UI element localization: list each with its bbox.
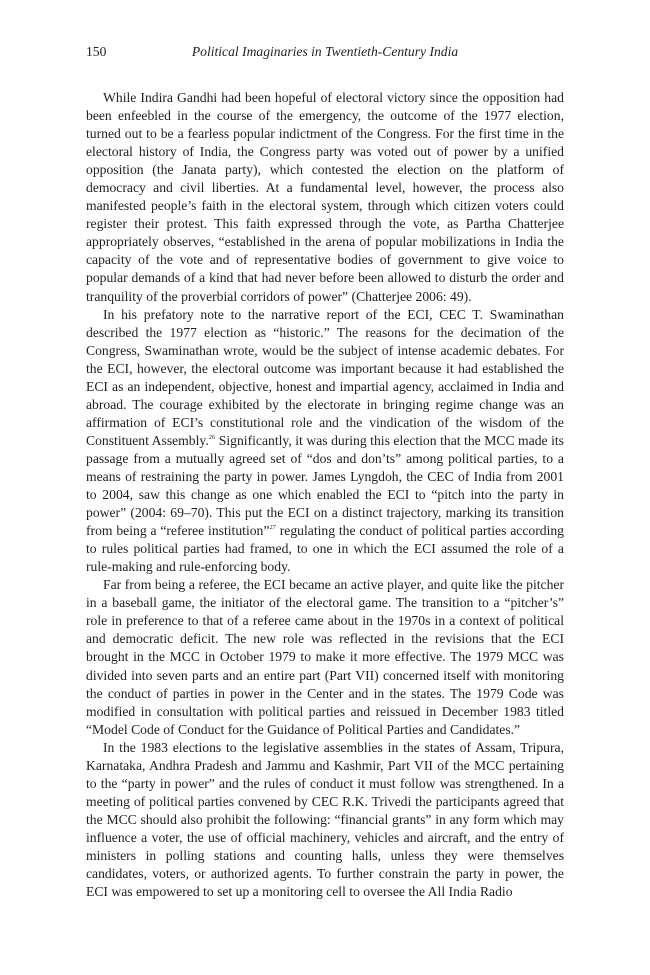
paragraph: Far from being a referee, the ECI became an active player, and quite like the pitcher in a baseball game, the initiator of the electoral game. The transition to a “pitcher’s” role in preference to that of a referee came about in the 1970s in a context of political and democratic deficit. The new role was reflected in the revisions that the ECI brought in the MCC in October 1979 to make it more effective. The 1979 MCC was divided into seven parts and an entire part (Part VII) concerned itself with monitoring the conduct of parties in power in the Center and in the states. The 1979 Code was modified in consultation with political parties and reissued in December 1983 titled “Model Code of Conduct for the Guidance of Political Parties and Candidates.” bbox=[86, 577, 564, 737]
paragraph-text: Significantly, it was during this election that the MCC made its passage from a mutually agreed set of “dos and don’ts” among political parties, to a means of restraining the party in power. James Lyngdoh, the CEC of India from 2001 to 2004, saw this change as one which enabled the ECI to “pitch into the party in power” (2004: 69–70). This put the ECI on a distinct trajectory, marking its transition from being a “referee institution” bbox=[86, 432, 564, 539]
paragraph-text: regulating the conduct of political parties according to rules political parties had framed, to one in which the ECI assumed the role of a rule-making and rule-enforcing body. bbox=[86, 523, 564, 575]
running-head bbox=[86, 42, 564, 62]
paragraph: While Indira Gandhi had been hopeful of electoral victory since the opposition had been enfeebled in the course of the emergency, the outcome of the 1977 election, turned out to be a fearless popular indictment of the Congress. For the first time in the electoral history of India, the Congress party was voted out of power by a unified opposition (the Janata party), which contested the election on the platform of democracy and civil liberties. At a fundamental level, however, the process also manifested people’s faith in the electoral system, through which citizen voters could register their protest. This faith expressed through the vote, as Partha Chatterjee appropriately observes, “established in the arena of popular mobilizations in India the capacity of the vote and of representative bodies of government to give voice to popular demands of a kind that had never before been allowed to disturb the order and tranquility of the proverbial corridors of power” (Chatterjee 2006: 49). bbox=[86, 90, 564, 304]
paragraph-text: In his prefatory note to the narrative report of the ECI, CEC T. Swaminathan described the 1977 election as “historic.” The reasons for the decimation of the Congress, Swaminathan wrote, would be the subject of intense academic debates. For the ECI, however, the electoral outcome was important because it had established the ECI as an independent, objective, honest and impartial agency, acclaimed in India and abroad. The courage exhibited by the electorate in bringing regime change was an affirmation of ECI’s constitutional role and the vindication of the wisdom of the Constituent Assembly. bbox=[86, 306, 564, 448]
running-title: Political Imaginaries in Twentieth-Century India bbox=[191, 44, 459, 59]
body-text bbox=[86, 89, 564, 901]
footnote-marker: 26 bbox=[208, 433, 216, 441]
footnote-marker: 27 bbox=[269, 524, 276, 532]
paragraph: In the 1983 elections to the legislative assemblies in the states of Assam, Tripura, Karnataka, Andhra Pradesh and Jammu and Kashmir, Part VII of the MCC pertaining to the “party in power” and the rules of conduct it must follow was strengthened. In a meeting of political parties convened by CEC R.K. Trivedi the participants agreed that the MCC should also prohibit the following: “financial grants” in any form which may influence a voter, the use of official machinery, vehicles and aircraft, and the entry of ministers in polling stations and counting halls, unless they were themselves candidates, voters, or authorized agents. To further constrain the party in power, the ECI was empowered to set up a monitoring cell to oversee the All India Radio bbox=[86, 739, 564, 900]
page-number: 150 bbox=[86, 44, 107, 59]
paragraph bbox=[86, 306, 564, 577]
